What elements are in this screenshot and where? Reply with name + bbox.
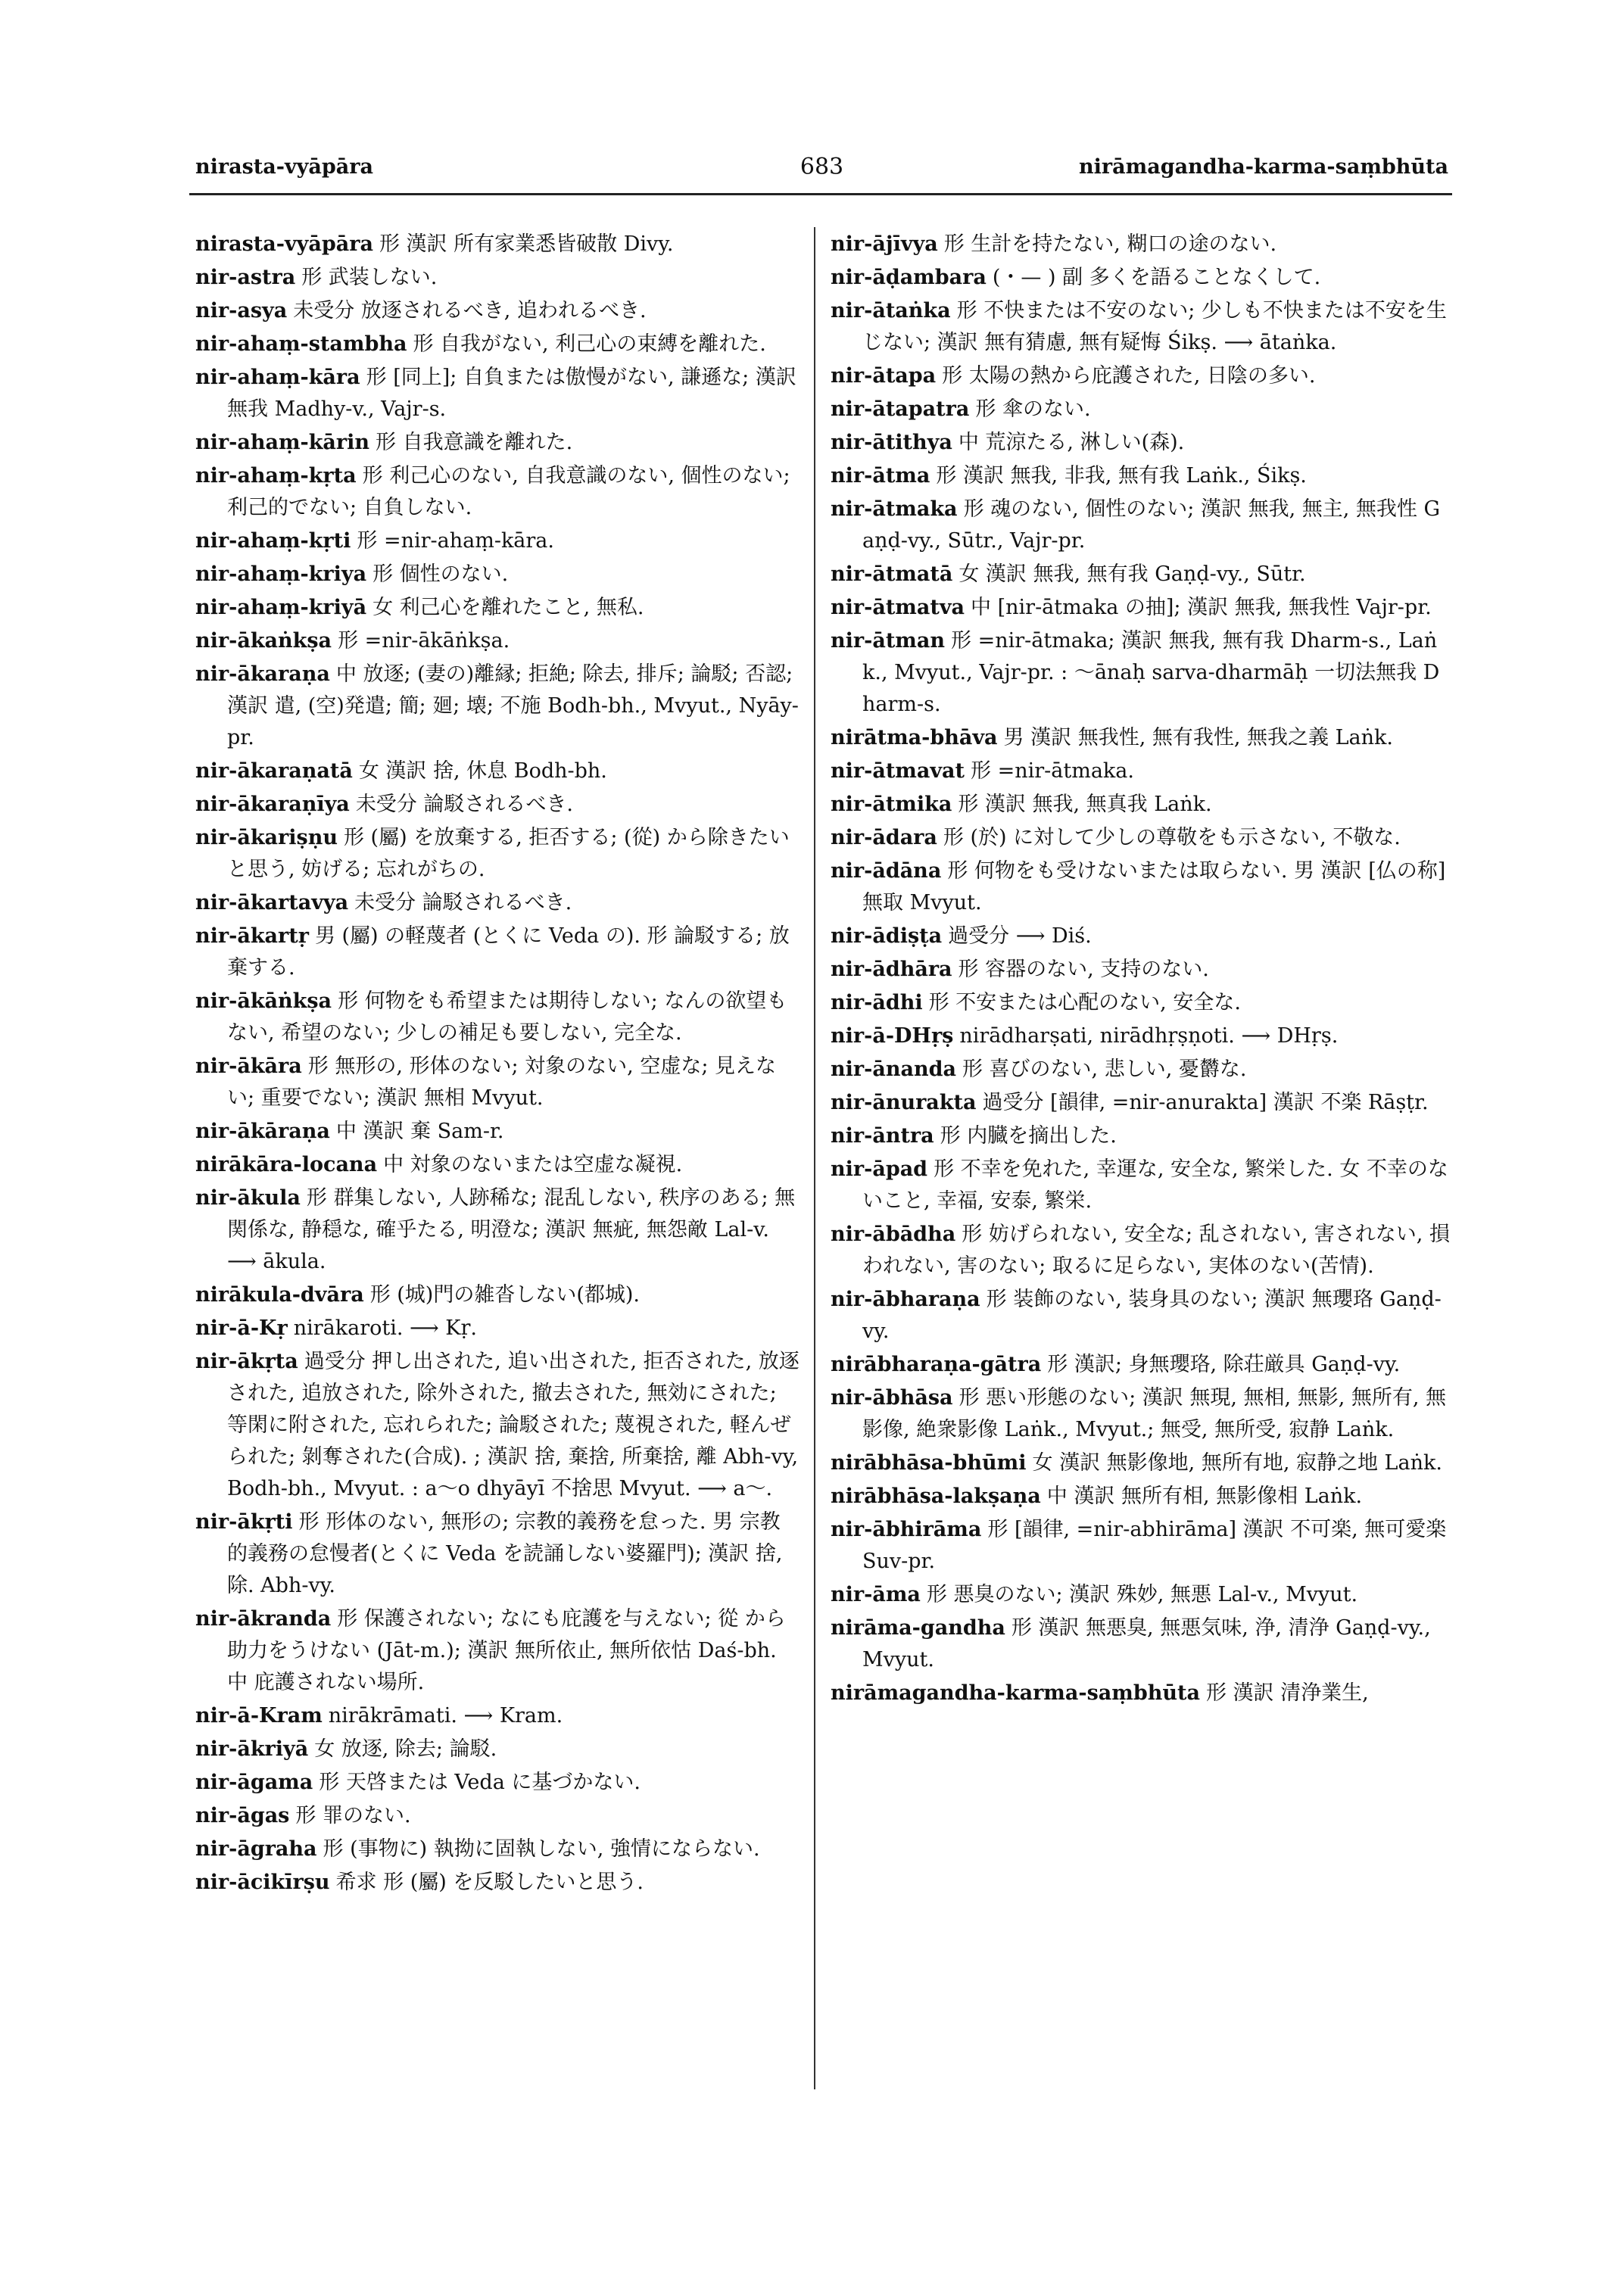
entry-headword: nir-ahaṃ-kṛta: [195, 464, 357, 488]
entry-definition: 形 [韻律, =nir-abhirāma] 漢訳 不可楽, 無可愛楽 Suv-pr.: [862, 1518, 1447, 1573]
entry-headword: nir-ācikīrṣu: [195, 1871, 330, 1894]
dictionary-entry: [831, 954, 1451, 986]
dictionary-entry: [195, 329, 800, 360]
dictionary-entry: [195, 1867, 800, 1899]
entry-definition: nirādharṣati, nirādhṛṣṇoti. ⟶ DHṛṣ.: [959, 1024, 1339, 1048]
dictionary-entry: [831, 262, 1451, 294]
dictionary-entry: [831, 592, 1451, 624]
entry-headword: nir-ātma: [831, 464, 930, 488]
entry-headword: nirākāra-locana: [195, 1153, 378, 1176]
entry-definition: 形 自我がない, 利己心の束縛を離れた.: [413, 332, 766, 356]
entry-definition: 過受分 [韻律, =nir-anurakta] 漢訳 不楽 Rāṣṭr.: [982, 1091, 1429, 1114]
entry-headword: nir-ājīvya: [831, 232, 938, 256]
dictionary-entry: [831, 1447, 1451, 1479]
entry-headword: nir-āntra: [831, 1124, 934, 1148]
left-column: [195, 229, 800, 1900]
dictionary-entry: [195, 1767, 800, 1799]
dictionary-entry: [831, 460, 1451, 492]
entry-definition: 女 利己心を離れたこと, 無私.: [372, 596, 644, 619]
entry-headword: nir-ākriyā: [195, 1737, 309, 1761]
entry-definition: 形 利己心のない, 自我意識のない, 個性のない; 利己的でない; 自負しない.: [227, 464, 790, 519]
entry-headword: nirākula-dvāra: [195, 1283, 364, 1307]
entry-headword: nir-ākāra: [195, 1055, 302, 1078]
entry-headword: nir-ākaṅkṣa: [195, 629, 332, 653]
entry-definition: 形 保護されない; なにも庇護を与えない; 從 から助力をうけない (Jāt-m.); 漢訳 無所依止, 無所依怙 Daś-bh. 中 庇護されない場所.: [227, 1607, 786, 1694]
entry-headword: nir-asya: [195, 299, 288, 322]
entry-definition: nirākaroti. ⟶ Kṛ.: [293, 1316, 477, 1340]
entry-definition: 女 漢訳 無影像地, 無所有地, 寂静之地 Laṅk.: [1032, 1451, 1442, 1475]
entry-headword: nirābharaṇa-gātra: [831, 1353, 1042, 1376]
entry-definition: (・— ) 副 多くを語ることなくして.: [992, 266, 1321, 289]
page-number: 683: [800, 154, 844, 180]
entry-definition: 形 =nir-ātmaka; 漢訳 無我, 無有我 Dharm-s., Laṅk., Mvyut., Vajr-pr. : 〜ānaḥ sarva-dharmāḥ 一切法無我 Dharm-s.: [862, 629, 1440, 716]
entry-definition: 形 漢訳; 身無瓔珞, 除荘厳具 Gaṇḍ-vy.: [1047, 1353, 1401, 1376]
entry-headword: nir-ā-Kram: [195, 1704, 323, 1728]
dictionary-entry: [831, 1612, 1451, 1676]
entry-definition: nirākrāmati. ⟶ Kram.: [328, 1704, 563, 1728]
entry-headword: nir-astra: [195, 266, 296, 289]
entry-headword: nir-ādhi: [831, 991, 923, 1014]
entry-definition: 形 不安または心配のない, 安全な.: [928, 991, 1241, 1014]
entry-definition: 中 漢訳 無所有相, 無影像相 Laṅk.: [1046, 1485, 1363, 1508]
dictionary-entry: [831, 789, 1451, 821]
dictionary-entry: [831, 1054, 1451, 1086]
dictionary-entry: [831, 1020, 1451, 1052]
dictionary-entry: [195, 1346, 800, 1505]
dictionary-entry: [831, 722, 1451, 754]
entry-headword: nir-ahaṃ-kriya: [195, 562, 367, 586]
dictionary-entry: [831, 1219, 1451, 1282]
entry-headword: nir-ānanda: [831, 1058, 956, 1081]
entry-headword: nir-ādiṣṭa: [831, 924, 943, 948]
entry-definition: 形 (屬) を放棄する, 拒否する; (從) から除きたいと思う, 妨げる; 忘れがちの.: [227, 826, 790, 881]
dictionary-entry: [831, 1120, 1451, 1152]
dictionary-entry: [831, 295, 1451, 359]
entry-definition: 男 (屬) の軽蔑者 (とくに Veda の). 形 論駁する; 放棄する.: [227, 924, 790, 980]
dictionary-entry: [831, 822, 1451, 854]
dictionary-entry: [195, 1116, 800, 1148]
entry-headword: nir-ātmavat: [831, 759, 965, 783]
entry-headword: nir-ahaṃ-stambha: [195, 332, 407, 356]
entry-headword: nir-ātithya: [831, 431, 952, 454]
dictionary-entry: [195, 1051, 800, 1114]
entry-headword: nir-ākṛta: [195, 1350, 298, 1373]
dictionary-entry: [831, 494, 1451, 557]
entry-headword: nir-ādāna: [831, 859, 942, 883]
entry-headword: nir-ātmaka: [831, 497, 958, 521]
entry-definition: 形 群集しない, 人跡稀な; 混乱しない, 秩序のある; 無関係な, 静穏な, 確乎たる, 明澄な; 漢訳 無疵, 無怨敵 Lal-v. ⟶ ākula.: [227, 1186, 796, 1273]
dictionary-entry: [831, 229, 1451, 260]
entry-definition: 形 喜びのない, 悲しい, 憂欝な.: [962, 1058, 1247, 1081]
entry-definition: 形 漢訳 無悪臭, 無悪気味, 浄, 清浄 Gaṇḍ-vy., Mvyut.: [862, 1616, 1431, 1671]
dictionary-entry: [831, 1579, 1451, 1611]
entry-headword: nir-āḍambara: [831, 266, 987, 289]
entry-definition: 形 妨げられない, 安全な; 乱されない, 害されない, 損われない, 害のない; 取るに足らない, 実体のない(苦情).: [862, 1223, 1450, 1278]
entry-headword: nir-ākāraṇa: [195, 1120, 330, 1143]
dictionary-entry: [195, 1149, 800, 1181]
entry-headword: nir-ākṛti: [195, 1510, 293, 1534]
entry-definition: 形 =nir-ahaṃ-kāra.: [357, 529, 554, 553]
entry-headword: nir-ātmika: [831, 793, 952, 816]
dictionary-entry: [831, 1154, 1451, 1217]
dictionary-entry: [831, 1284, 1451, 1347]
dictionary-entry: [831, 756, 1451, 787]
dictionary-entry: [195, 921, 800, 984]
entry-definition: 形 無形の, 形体のない; 対象のない, 空虚な; 見えない; 重要でない; 漢訳 無相 Mvyut.: [227, 1055, 777, 1110]
dictionary-entry: [195, 1734, 800, 1765]
entry-headword: nir-āgas: [195, 1804, 290, 1827]
entry-headword: nir-ākaraṇīya: [195, 793, 350, 816]
header-rule: [189, 193, 1452, 195]
entry-definition: 形 不幸を免れた, 幸運な, 安全な, 繁栄した. 女 不幸のないこと, 幸福, 安泰, 繁栄.: [862, 1157, 1448, 1213]
dictionary-entry: [831, 360, 1451, 392]
entry-headword: nir-ābhāsa: [831, 1386, 953, 1410]
dictionary-entry: [195, 460, 800, 524]
entry-definition: 形 太陽の熱から庇護された, 日陰の多い.: [942, 364, 1316, 388]
entry-definition: 中 放逐; (妻の)離縁; 拒絶; 除去, 排斥; 論駁; 否認; 漢訳 遣, (空)発遣; 簡; 廻; 壊; 不施 Bodh-bh., Mvyut., Nyāy-pr.: [227, 662, 799, 749]
entry-definition: 中 漢訳 棄 Sam-r.: [335, 1120, 504, 1143]
entry-definition: 過受分 ⟶ Diś.: [948, 924, 1092, 948]
right-column: [831, 229, 1451, 1711]
running-header: [195, 155, 1448, 185]
entry-definition: 形 魂のない, 個性のない; 漢訳 無我, 無主, 無我性 Gaṇḍ-vy., Sūtr., Vajr-pr.: [862, 497, 1441, 553]
entry-definition: 形 (事物に) 執拗に固執しない, 強情にならない.: [323, 1837, 760, 1861]
entry-definition: 中 [nir-ātmaka の抽]; 漢訳 無我, 無我性 Vajr-pr.: [971, 596, 1432, 619]
dictionary-entry: [831, 1382, 1451, 1446]
entry-definition: 形 罪のない.: [295, 1804, 411, 1827]
dictionary-entry: [831, 1514, 1451, 1578]
entry-headword: nir-ātaṅka: [831, 299, 951, 322]
entry-definition: 男 漢訳 無我性, 無有我性, 無我之義 Laṅk.: [1003, 726, 1393, 749]
dictionary-entry: [195, 1279, 800, 1311]
entry-headword: nir-ābharaṇa: [831, 1288, 980, 1311]
entry-headword: nir-ā-Kṛ: [195, 1316, 288, 1340]
entry-headword: nir-ahaṃ-kriyā: [195, 596, 367, 619]
entry-definition: 形 =nir-ākāṅkṣa.: [338, 629, 510, 653]
entry-definition: 形 (於) に対して少しの尊敬をも示さない, 不敬な.: [943, 826, 1401, 849]
dictionary-entry: [195, 1506, 800, 1602]
entry-headword: nirasta-vyāpāra: [195, 232, 373, 256]
entry-definition: 希求 形 (屬) を反駁したいと思う.: [335, 1871, 644, 1894]
dictionary-entry: [831, 855, 1451, 919]
entry-headword: nir-ākartavya: [195, 891, 349, 914]
entry-definition: 形 漢訳 所有家業悉皆破散 Divy.: [379, 232, 674, 256]
dictionary-entry: [195, 1700, 800, 1732]
dictionary-entry: [831, 987, 1451, 1019]
entry-definition: 形 生計を持たない, 糊口の途のない.: [943, 232, 1277, 256]
entry-definition: 形 傘のない.: [975, 397, 1091, 421]
entry-definition: 過受分 押し出された, 追い出された, 拒否された, 放逐された, 追放された, 除外された, 撤去された, 無効にされた; 等閑に附された, 忘れられた; 論駁された; 蔑視された, 軽んぜられた; 剝奪された(合成). ; 漢訳 捨, 棄捨, 所棄捨, 離 Abh-vy, Bodh-bh., Mvyut. : a〜o dhyāyī 不捨思 Mvyut. ⟶ a〜.: [227, 1350, 800, 1500]
header-last-entry: nirāmagandha-karma-saṃbhūta: [1079, 155, 1448, 179]
dictionary-entry: [195, 559, 800, 590]
dictionary-entry: [195, 1182, 800, 1278]
dictionary-entry: [831, 1349, 1451, 1381]
dictionary-entry: [831, 1481, 1451, 1513]
entry-definition: 形 内臓を摘出した.: [940, 1124, 1117, 1148]
entry-definition: 未受分 論駁されるべき.: [354, 891, 572, 914]
dictionary-entry: [195, 1833, 800, 1865]
entry-headword: nir-ākariṣṇu: [195, 826, 338, 849]
dictionary-entry: [195, 1800, 800, 1832]
entry-definition: 形 形体のない, 無形の; 宗教的義務を怠った. 男 宗教的義務の怠慢者(とくに Veda を読誦しない婆羅門); 漢訳 捨, 除. Abh-vy.: [227, 1510, 783, 1597]
entry-definition: 形 (城)門の雑沓しない(都城).: [369, 1283, 640, 1307]
entry-headword: nir-ahaṃ-kārin: [195, 431, 370, 454]
entry-headword: nir-āgama: [195, 1771, 313, 1794]
entry-definition: 形 漢訳 無我, 非我, 無有我 Laṅk., Śikṣ.: [936, 464, 1307, 488]
entry-headword: nirābhāsa-lakṣaṇa: [831, 1485, 1041, 1508]
dictionary-entry: [195, 592, 800, 624]
dictionary-entry: [195, 789, 800, 821]
entry-definition: 形 武装しない.: [301, 266, 438, 289]
entry-definition: 未受分 論駁されるべき.: [355, 793, 573, 816]
entry-headword: nirāmagandha-karma-saṃbhūta: [831, 1681, 1200, 1705]
entry-headword: nirābhāsa-bhūmi: [831, 1451, 1027, 1475]
entry-headword: nir-ākaraṇa: [195, 662, 330, 686]
entry-headword: nirātma-bhāva: [831, 726, 998, 749]
entry-definition: 形 何物をも希望または期待しない; なんの欲望もない, 希望のない; 少しの補足も要しない, 完全な.: [227, 989, 787, 1045]
dictionary-entry: [831, 1678, 1451, 1709]
entry-headword: nirāma-gandha: [831, 1616, 1005, 1640]
entry-definition: 形 装飾のない, 装身具のない; 漢訳 無瓔珞 Gaṇḍ-vy.: [862, 1288, 1442, 1343]
entry-headword: nir-ābhirāma: [831, 1518, 982, 1541]
entry-headword: nir-ānurakta: [831, 1091, 977, 1114]
entry-headword: nir-ahaṃ-kāra: [195, 366, 360, 389]
entry-headword: nir-ahaṃ-kṛti: [195, 529, 351, 553]
dictionary-entry: [195, 427, 800, 459]
dictionary-entry: [195, 986, 800, 1049]
entry-headword: nir-ā-DHṛṣ: [831, 1024, 954, 1048]
dictionary-entry: [195, 756, 800, 787]
entry-headword: nir-ātman: [831, 629, 945, 653]
entry-headword: nir-ākaraṇatā: [195, 759, 353, 783]
entry-headword: nir-āgraha: [195, 1837, 317, 1861]
dictionary-entry: [831, 625, 1451, 721]
entry-definition: 形 容器のない, 支持のない.: [958, 958, 1209, 981]
entry-definition: 形 漢訳 無我, 無真我 Laṅk.: [958, 793, 1212, 816]
entry-headword: nir-āpad: [831, 1157, 928, 1181]
dictionary-entry: [195, 229, 800, 260]
entry-headword: nir-ātmatā: [831, 562, 953, 586]
entry-definition: 形 何物をも受けないまたは取らない. 男 漢訳 [仏の称] 無取 Mvyut.: [862, 859, 1446, 914]
entry-definition: 形 漢訳 清浄業生,: [1205, 1681, 1369, 1705]
entry-definition: 中 荒涼たる, 淋しい(森).: [958, 431, 1185, 454]
entry-definition: 中 対象のないまたは空虚な凝視.: [383, 1153, 683, 1176]
entry-definition: 形 [同上]; 自負または傲慢がない, 謙遜な; 漢訳 無我 Madhy-v., Vajr-s.: [227, 366, 796, 421]
entry-headword: nir-ātapatra: [831, 397, 970, 421]
entry-definition: 形 不快または不安のない; 少しも不快または不安を生じない; 漢訳 無有猜慮, 無有疑悔 Śikṣ. ⟶ ātaṅka.: [862, 299, 1447, 354]
entry-headword: nir-ādhāra: [831, 958, 952, 981]
entry-headword: nir-ākranda: [195, 1607, 332, 1631]
entry-definition: 形 個性のない.: [372, 562, 509, 586]
entry-definition: 女 放逐, 除去; 論駁.: [314, 1737, 497, 1761]
dictionary-entry: [195, 1603, 800, 1699]
dictionary-entry: [195, 525, 800, 557]
entry-definition: 形 悪臭のない; 漢訳 殊妙, 無悪 Lal-v., Mvyut.: [926, 1583, 1358, 1606]
entry-headword: nir-ādara: [831, 826, 937, 849]
entry-definition: 形 =nir-ātmaka.: [971, 759, 1134, 783]
dictionary-entry: [831, 921, 1451, 952]
dictionary-entry: [195, 1313, 800, 1344]
entry-headword: nir-āma: [831, 1583, 921, 1606]
entry-headword: nir-ātapa: [831, 364, 937, 388]
dictionary-entry: [195, 659, 800, 754]
column-divider: [814, 227, 815, 2089]
dictionary-entry: [831, 1087, 1451, 1119]
dictionary-entry: [195, 822, 800, 886]
dictionary-entry: [831, 394, 1451, 425]
entry-definition: 未受分 放逐されるべき, 追われるべき.: [293, 299, 647, 322]
entry-definition: 女 漢訳 無我, 無有我 Gaṇḍ-vy., Sūtr.: [959, 562, 1306, 586]
dictionary-entry: [195, 625, 800, 657]
entry-definition: 形 天啓または Veda に基づかない.: [319, 1771, 641, 1794]
entry-definition: 形 悪い形態のない; 漢訳 無現, 無相, 無影, 無所有, 無影像, 絶衆影像 Laṅk., Mvyut.; 無受, 無所受, 寂静 Laṅk.: [862, 1386, 1447, 1441]
dictionary-entry: [831, 427, 1451, 459]
header-first-entry: nirasta-vyāpāra: [195, 155, 373, 179]
entry-headword: nir-ābādha: [831, 1223, 956, 1246]
dictionary-entry: [195, 262, 800, 294]
dictionary-entry: [195, 362, 800, 425]
entry-headword: nir-ākula: [195, 1186, 301, 1210]
dictionary-entry: [195, 887, 800, 919]
entry-headword: nir-ākāṅkṣa: [195, 989, 332, 1013]
entry-headword: nir-ātmatva: [831, 596, 965, 619]
dictionary-entry: [195, 295, 800, 327]
entry-definition: 女 漢訳 捨, 休息 Bodh-bh.: [358, 759, 607, 783]
entry-definition: 形 自我意識を離れた.: [376, 431, 573, 454]
dictionary-entry: [831, 559, 1451, 590]
entry-headword: nir-ākartṛ: [195, 924, 309, 948]
